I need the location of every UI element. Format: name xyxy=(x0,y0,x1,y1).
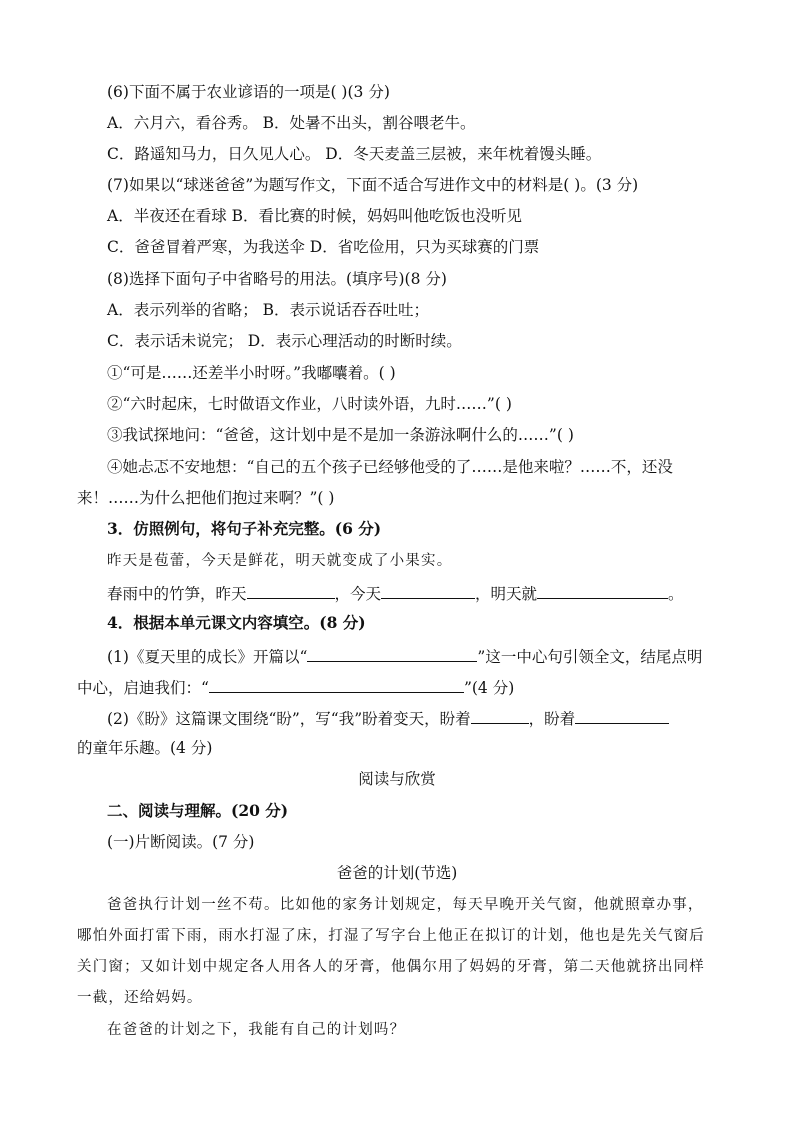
passage-p1-line2: 哪怕外面打雷下雨，雨水打湿了床，打湿了写字台上他正在拟订的计划，他也是先关气窗后 xyxy=(77,928,705,944)
q4-b1: (2)《盼》这篇课文围绕“盼”，写“我”盼着变天，盼着 xyxy=(107,710,471,728)
q3-part-2: ，今天 xyxy=(334,585,382,603)
q3-example: 昨天是苞蕾，今天是鲜花，明天就变成了小果实。 xyxy=(107,553,453,569)
q8-stem: (8)选择下面句子中省略号的用法。(填序号)(8 分) xyxy=(107,270,447,288)
section-heading: 阅读与欣赏 xyxy=(358,770,436,788)
q4-blank-hope-2[interactable] xyxy=(575,706,669,724)
q4-a3: 中心，启迪我们：“ xyxy=(77,679,209,697)
q4-item1-line2 xyxy=(77,675,514,699)
q7-stem: (7)如果以“球迷爸爸”为题写作文，下面不适合写进作文中的材料是( )。(3 分) xyxy=(107,176,639,194)
q8-options-cd: C．表示话未说完； D．表示心理活动的时断时续。 xyxy=(107,332,462,350)
part2-heading: 二、阅读与理解。(20 分) xyxy=(107,801,289,820)
q3-blank-yesterday[interactable] xyxy=(247,581,335,599)
q8-sentence-3: ③我试探地问：“爸爸，这计划中是不是加一条游泳啊什么的……”( ) xyxy=(107,426,574,444)
q3-fill-line xyxy=(107,581,684,605)
q7-options-ab: A．半夜还在看球 B．看比赛的时候，妈妈叫他吃饭也没听见 xyxy=(107,207,523,225)
q4-item2-line2: 的童年乐趣。(4 分) xyxy=(77,739,213,757)
q4-blank-inspiration[interactable] xyxy=(209,675,464,693)
q8-options-ab: A．表示列举的省略； B．表示说话吞吞吐吐； xyxy=(107,301,430,319)
passage-p1-line1: 爸爸执行计划一丝不苟。比如他的家务计划规定，每天早晚开关气窗，他就照章办事， xyxy=(107,897,704,913)
q4-item1-line1 xyxy=(107,644,702,668)
q4-title: 4．根据本单元课文内容填空。(8 分) xyxy=(107,613,366,632)
passage-p2: 在爸爸的计划之下，我能有自己的计划吗？ xyxy=(107,1022,406,1038)
q4-a2: ”这一中心句引领全文，结尾点明 xyxy=(477,648,703,666)
q8-sentence-1: ①“可是……还差半小时呀。”我嘟囔着。( ) xyxy=(107,364,396,382)
q4-blank-central-sentence[interactable] xyxy=(307,644,477,662)
q3-part-4: 。 xyxy=(668,585,684,603)
q3-part-1: 春雨中的竹笋，昨天 xyxy=(107,585,247,603)
q6-options-cd: C．路遥知马力，日久见人心。 D．冬天麦盖三层被，来年枕着馒头睡。 xyxy=(107,145,602,163)
q4-a1: (1)《夏天里的成长》开篇以“ xyxy=(107,648,308,666)
passage-p1-line3: 关门窗；又如计划中规定各人用各人的牙膏，他偶尔用了妈妈的牙膏，第二天他就挤出同样 xyxy=(77,959,705,975)
q8-sentence-4b: 来！……为什么把他们抱过来啊？”( ) xyxy=(77,489,335,507)
q8-sentence-2: ②“六时起床，七时做语文作业，八时读外语，九时……”( ) xyxy=(107,395,512,413)
q6-stem: (6)下面不属于农业谚语的一项是( )(3 分) xyxy=(107,83,390,101)
part2-sub1: (一)片断阅读。(7 分) xyxy=(107,833,255,851)
q3-title: 3．仿照例句，将句子补充完整。(6 分) xyxy=(107,519,382,538)
q4-b2: ，盼着 xyxy=(528,710,576,728)
q3-blank-today[interactable] xyxy=(381,581,475,599)
q7-options-cd: C．爸爸冒着严寒，为我送伞 D．省吃俭用，只为买球赛的门票 xyxy=(107,238,540,256)
q4-a4: ”(4 分) xyxy=(463,679,515,697)
q3-blank-tomorrow[interactable] xyxy=(537,581,668,599)
passage-p1-line4: 一截，还给妈妈。 xyxy=(77,990,203,1006)
q4-item2-line1 xyxy=(107,706,669,730)
q8-sentence-4a: ④她忐忑不安地想：“自己的五个孩子已经够他受的了……是他来啦？……不，还没 xyxy=(107,458,673,476)
passage-title: 爸爸的计划(节选) xyxy=(336,864,458,882)
q3-part-3: ，明天就 xyxy=(475,585,538,603)
q4-blank-hope-1[interactable] xyxy=(471,706,529,724)
q6-options-ab: A．六月六，看谷秀。 B．处暑不出头，割谷喂老牛。 xyxy=(107,114,476,132)
